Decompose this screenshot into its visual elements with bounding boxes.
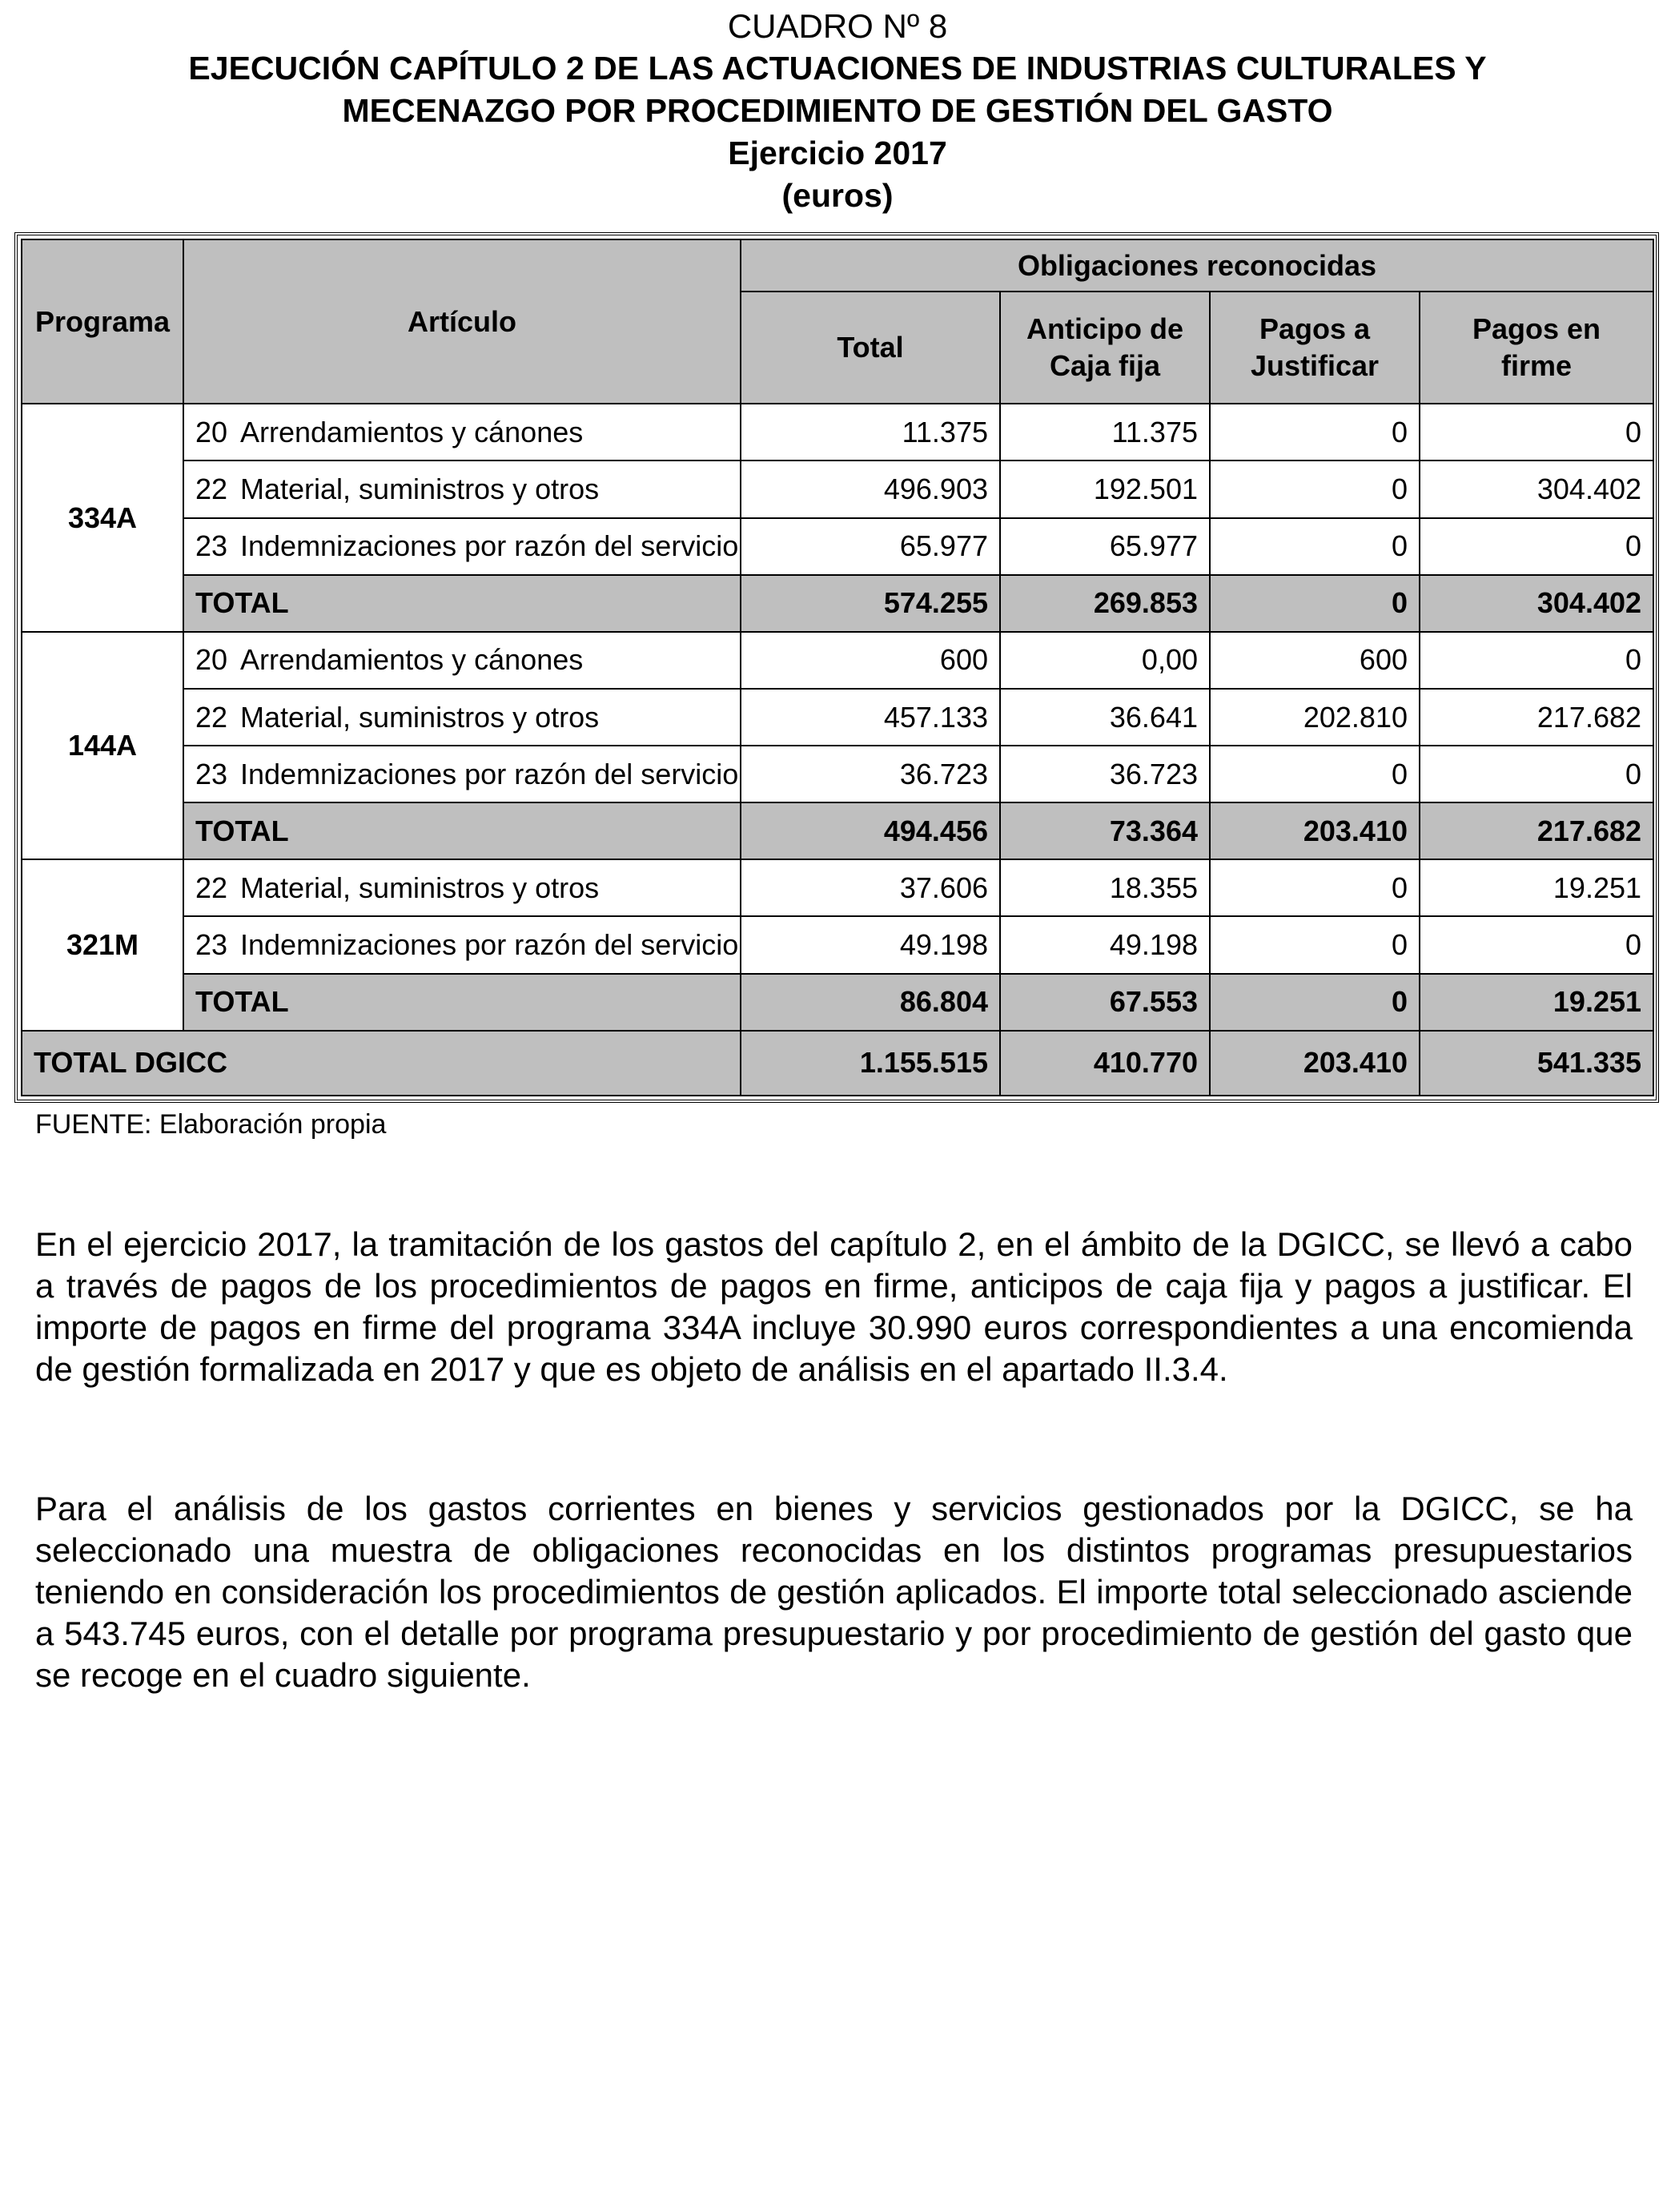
table-row	[22, 746, 1653, 802]
value-justificar: 0	[1210, 404, 1420, 460]
articulo-code: 22	[195, 871, 228, 904]
table-row	[22, 404, 1653, 460]
value-firme: 0	[1420, 916, 1653, 973]
subtotal-anticipo: 67.553	[1000, 974, 1210, 1031]
paragraph-2: Para el análisis de los gastos corrientes en bienes y servicios gestionados por la DGICC, se ha seleccionado una muestra de obligaciones reconocidas en los distintos programas presupuestarios teniendo en consideración los procedimientos de gestión aplicados. El importe total seleccionado asciende a 543.745 euros, con el detalle por programa presupuestario y por procedimiento de gestión del gasto que se recoge en el cuadro siguiente.	[35, 1490, 1633, 1694]
value-firme: 0	[1420, 746, 1653, 802]
articulo-cell	[183, 859, 741, 916]
table-row	[22, 632, 1653, 689]
articulo-cell	[183, 632, 741, 689]
value-anticipo: 36.723	[1000, 746, 1210, 802]
articulo-cell	[183, 404, 741, 460]
articulo-label: Indemnizaciones por razón del servicio	[240, 928, 739, 962]
articulo-label: Indemnizaciones por razón del servicio	[240, 529, 739, 563]
articulo-code: 23	[195, 757, 228, 790]
value-justificar: 0	[1210, 518, 1420, 575]
articulo-code: 22	[195, 700, 228, 734]
subtotal-firme: 217.682	[1420, 802, 1653, 859]
value-total: 496.903	[741, 460, 1000, 517]
subtotal-justificar: 0	[1210, 575, 1420, 632]
value-justificar: 202.810	[1210, 689, 1420, 746]
value-firme: 0	[1420, 518, 1653, 575]
value-total: 36.723	[741, 746, 1000, 802]
articulo-code: 20	[195, 415, 228, 448]
value-anticipo: 11.375	[1000, 404, 1210, 460]
articulo-cell	[183, 746, 741, 802]
subtotal-firme: 304.402	[1420, 575, 1653, 632]
execution-table	[21, 239, 1654, 1096]
value-anticipo: 49.198	[1000, 916, 1210, 973]
subtotal-anticipo: 269.853	[1000, 575, 1210, 632]
header-obligaciones-reconocidas: Obligaciones reconocidas	[741, 239, 1653, 292]
grand-total-firme: 541.335	[1420, 1031, 1653, 1096]
programa-cell: 144A	[22, 632, 183, 860]
subtotal-total: 494.456	[741, 802, 1000, 859]
articulo-code: 23	[195, 928, 228, 962]
grand-total-total: 1.155.515	[741, 1031, 1000, 1096]
value-firme: 304.402	[1420, 460, 1653, 517]
value-firme: 0	[1420, 404, 1653, 460]
subtotal-label: TOTAL	[183, 802, 741, 859]
header-articulo: Artículo	[183, 239, 741, 404]
header-total: Total	[741, 292, 1000, 404]
articulo-label: Arrendamientos y cánones	[240, 415, 584, 448]
table-row	[22, 689, 1653, 746]
value-total: 49.198	[741, 916, 1000, 973]
articulo-code: 22	[195, 473, 228, 506]
subtotal-row	[22, 974, 1653, 1031]
value-justificar: 0	[1210, 460, 1420, 517]
subtotal-total: 86.804	[741, 974, 1000, 1031]
subtotal-justificar: 203.410	[1210, 802, 1420, 859]
caption-title-line-1: EJECUCIÓN CAPÍTULO 2 DE LAS ACTUACIONES DE INDUSTRIAS CULTURALES Y	[188, 50, 1487, 86]
value-justificar: 0	[1210, 859, 1420, 916]
articulo-cell	[183, 518, 741, 575]
subtotal-row	[22, 802, 1653, 859]
paragraph-1: En el ejercicio 2017, la tramitación de los gastos del capítulo 2, en el ámbito de la DGICC, se llevó a cabo a través de pagos de los procedimientos de pagos en firme, anticipos de caja fija y pagos a justificar. El importe de pagos en firme del programa 334A incluye 30.990 euros correspondientes a una encomienda de gestión formalizada en 2017 y que es objeto de análisis en el apartado II.3.4.	[35, 1225, 1633, 1388]
caption-title-line-2: MECENAZGO POR PROCEDIMIENTO DE GESTIÓN DEL GASTO	[342, 92, 1333, 129]
value-anticipo: 36.641	[1000, 689, 1210, 746]
articulo-code: 23	[195, 529, 228, 563]
programa-cell: 321M	[22, 859, 183, 1030]
value-firme: 217.682	[1420, 689, 1653, 746]
header-pagos-firme: Pagos en firme	[1420, 292, 1653, 404]
table-row	[22, 518, 1653, 575]
subtotal-anticipo: 73.364	[1000, 802, 1210, 859]
value-total: 65.977	[741, 518, 1000, 575]
grand-total-row	[22, 1031, 1653, 1096]
subtotal-row	[22, 575, 1653, 632]
value-justificar: 0	[1210, 746, 1420, 802]
value-anticipo: 65.977	[1000, 518, 1210, 575]
header-anticipo-caja-fija: Anticipo de Caja fija	[1000, 292, 1210, 404]
articulo-label: Material, suministros y otros	[240, 700, 600, 734]
articulo-label: Indemnizaciones por razón del servicio	[240, 757, 739, 790]
caption-year: Ejercicio 2017	[728, 135, 947, 171]
value-total: 11.375	[741, 404, 1000, 460]
table-row	[22, 916, 1653, 973]
caption-units: (euros)	[781, 177, 894, 214]
value-anticipo: 0,00	[1000, 632, 1210, 689]
table-caption	[0, 5, 1675, 217]
grand-total-justificar: 203.410	[1210, 1031, 1420, 1096]
value-anticipo: 192.501	[1000, 460, 1210, 517]
value-firme: 19.251	[1420, 859, 1653, 916]
table-row	[22, 859, 1653, 916]
subtotal-firme: 19.251	[1420, 974, 1653, 1031]
grand-total-label: TOTAL DGICC	[22, 1031, 741, 1096]
subtotal-label: TOTAL	[183, 575, 741, 632]
header-pagos-justificar: Pagos a Justificar	[1210, 292, 1420, 404]
table-row	[22, 460, 1653, 517]
articulo-cell	[183, 916, 741, 973]
subtotal-label: TOTAL	[183, 974, 741, 1031]
value-anticipo: 18.355	[1000, 859, 1210, 916]
articulo-code: 20	[195, 643, 228, 677]
articulo-cell	[183, 460, 741, 517]
programa-cell: 334A	[22, 404, 183, 632]
value-total: 37.606	[741, 859, 1000, 916]
value-firme: 0	[1420, 632, 1653, 689]
source-note: FUENTE: Elaboración propia	[35, 1109, 387, 1140]
grand-total-anticipo: 410.770	[1000, 1031, 1210, 1096]
value-justificar: 600	[1210, 632, 1420, 689]
caption-number: CUADRO Nº 8	[727, 7, 948, 45]
articulo-cell	[183, 689, 741, 746]
value-total: 600	[741, 632, 1000, 689]
articulo-label: Material, suministros y otros	[240, 871, 600, 904]
header-programa: Programa	[22, 239, 183, 404]
value-total: 457.133	[741, 689, 1000, 746]
articulo-label: Material, suministros y otros	[240, 473, 600, 506]
articulo-label: Arrendamientos y cánones	[240, 643, 584, 677]
subtotal-total: 574.255	[741, 575, 1000, 632]
value-justificar: 0	[1210, 916, 1420, 973]
subtotal-justificar: 0	[1210, 974, 1420, 1031]
